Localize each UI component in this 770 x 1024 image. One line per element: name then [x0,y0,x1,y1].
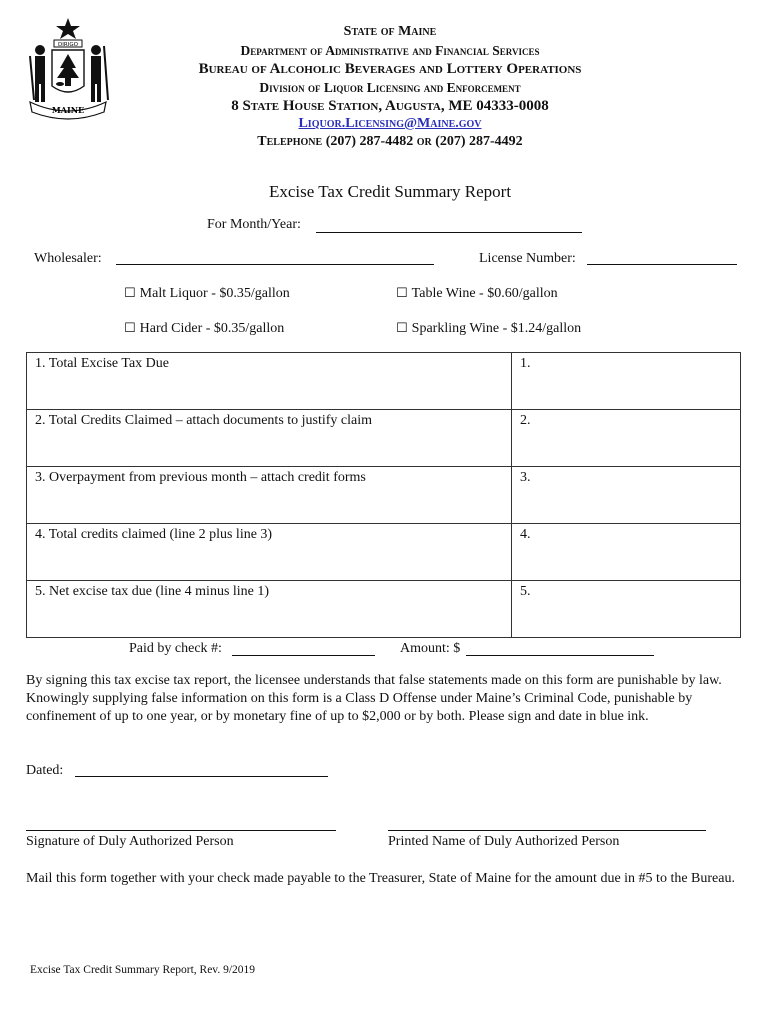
printed-name-label: Printed Name of Duly Authorized Person [388,834,620,849]
row-description: 4. Total credits claimed (line 2 plus line 3) [27,524,512,581]
seal-banner-text: MAINE [51,105,85,115]
header-bureau: Bureau of Alcoholic Beverages and Lottery Operations [198,61,582,77]
option-malt-liquor[interactable] [124,286,290,302]
maine-state-seal [24,16,112,120]
checkbox-icon[interactable]: ☐ [396,286,408,301]
form-title: Excise Tax Credit Summary Report [268,182,512,201]
tax-summary-table [26,352,741,638]
row-description: 1. Total Excise Tax Due [27,353,512,410]
header-email-link[interactable] [150,116,630,132]
mail-instructions: Mail this form together with your check made payable to the Treasurer, State of Maine for the amount due in #5 to the Bureau. [26,871,735,886]
table-row [27,524,741,581]
header-division: Division of Liquor Licensing and Enforcement [259,80,521,95]
header-telephone: Telephone (207) 287-4482 or (207) 287-4492 [257,134,523,149]
option-label: Hard Cider - $0.35/gallon [139,321,285,336]
row-amount-field[interactable]: 5. [512,581,741,638]
header-address: 8 State House Station, Augusta, ME 04333-0008 [231,98,549,114]
amount-field[interactable] [466,641,654,656]
license-number-field[interactable] [587,250,737,265]
check-number-label: Paid by check #: [129,641,222,656]
wholesaler-label: Wholesaler: [34,251,102,266]
seal-motto: DIRIGO [58,42,78,48]
wholesaler-field[interactable] [116,250,434,265]
option-sparkling-wine[interactable] [396,321,581,337]
signature-field[interactable] [26,816,336,831]
dated-field[interactable] [75,762,328,777]
checkbox-icon[interactable]: ☐ [124,321,136,336]
option-hard-cider[interactable] [124,321,284,337]
month-year-label: For Month/Year: [207,217,301,232]
email-link-text: Liquor.Licensing@Maine.gov [298,116,482,131]
row-description: 2. Total Credits Claimed – attach documents to justify claim [27,410,512,467]
dated-label: Dated: [26,763,64,778]
signature-label: Signature of Duly Authorized Person [26,834,234,849]
row-amount-field[interactable]: 4. [512,524,741,581]
table-row [27,410,741,467]
check-number-field[interactable] [232,641,375,656]
month-year-field[interactable] [316,218,582,233]
table-row [27,353,741,410]
legal-disclaimer: By signing this tax excise tax report, the licensee understands that false statements made on this form are punishable by law. Knowingly supplying false information on this form is a Class D Offense under Maine’s Criminal Code, punishable by confinement of up to one year, or by monetary fine of up to $2,000 or by both. Please sign and date in blue ink. [26,673,722,724]
amount-label: Amount: $ [400,641,461,656]
license-number-label: License Number: [479,251,576,266]
row-description: 3. Overpayment from previous month – attach credit forms [27,467,512,524]
form-footer-revision: Excise Tax Credit Summary Report, Rev. 9/2019 [30,964,256,976]
row-amount-field[interactable]: 3. [512,467,741,524]
option-label: Sparkling Wine - $1.24/gallon [411,321,582,336]
checkbox-icon[interactable]: ☐ [124,286,136,301]
option-table-wine[interactable] [396,286,558,302]
row-amount-field[interactable]: 1. [512,353,741,410]
option-label: Table Wine - $0.60/gallon [411,286,558,301]
option-label: Malt Liquor - $0.35/gallon [139,286,290,301]
row-description: 5. Net excise tax due (line 4 minus line 1) [27,581,512,638]
row-amount-field[interactable]: 2. [512,410,741,467]
header-state: State of Maine [343,24,437,39]
checkbox-icon[interactable]: ☐ [396,321,408,336]
header-department: Department of Administrative and Financial Services [240,43,540,58]
printed-name-field[interactable] [388,816,706,831]
table-row [27,467,741,524]
table-row [27,581,741,638]
